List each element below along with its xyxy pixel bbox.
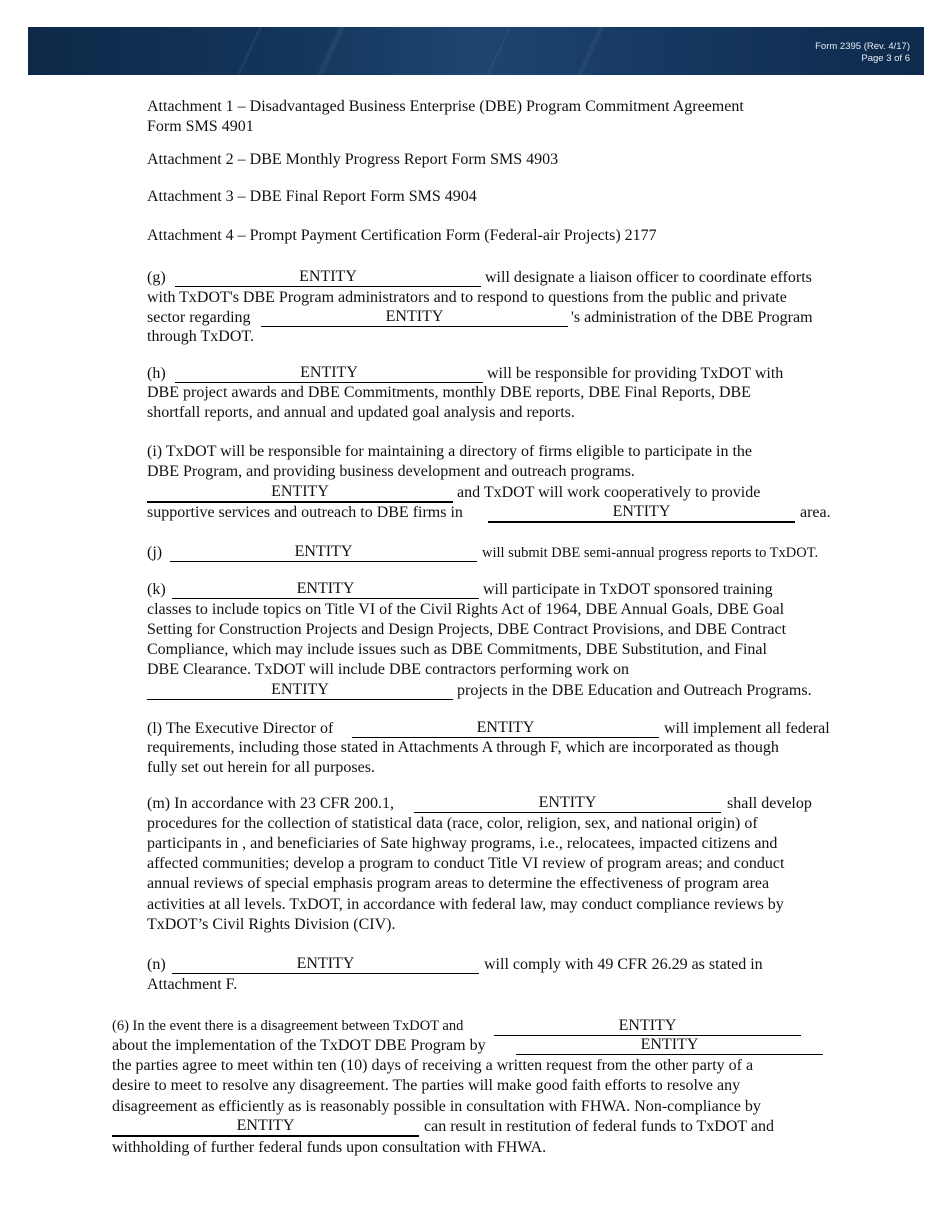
clause-i-text: DBE Program, and providing business development and outreach programs. bbox=[147, 463, 635, 480]
section-6-text: the parties agree to meet within ten (10) days of receiving a written request from the other party of a bbox=[112, 1057, 754, 1074]
clause-l-text: fully set out herein for all purposes. bbox=[147, 759, 375, 776]
clause-g-text: will designate a liaison officer to coordinate efforts bbox=[485, 269, 812, 286]
page-number: Page 3 of 6 bbox=[861, 53, 910, 64]
section-6-text: withholding of further federal funds upon consultation with FHWA. bbox=[112, 1139, 547, 1156]
entity-field[interactable]: ENTITY bbox=[516, 1035, 823, 1055]
section-6-text: about the implementation of the TxDOT DBE Program by bbox=[112, 1037, 486, 1054]
entity-field[interactable]: ENTITY bbox=[147, 680, 453, 700]
clause-i-text: and TxDOT will work cooperatively to provide bbox=[457, 484, 761, 501]
clause-g-text: with TxDOT's DBE Program administrators and to respond to questions from the public and private bbox=[147, 289, 787, 306]
form-info bbox=[815, 41, 910, 65]
banner-texture bbox=[317, 27, 345, 75]
attachment-1-line-2: Form SMS 4901 bbox=[147, 118, 254, 135]
clause-l-text: will implement all federal bbox=[664, 720, 830, 737]
form-number: Form 2395 (Rev. 4/17) bbox=[815, 41, 910, 52]
clause-k-text: classes to include topics on Title VI of the Civil Rights Act of 1964, DBE Annual Goals, DBE Goal bbox=[147, 601, 785, 618]
header-banner bbox=[28, 27, 924, 75]
entity-field[interactable]: ENTITY bbox=[172, 954, 479, 974]
clause-m-text: shall develop bbox=[727, 795, 812, 812]
clause-g-label: (g) bbox=[147, 269, 166, 286]
section-6-text: (6) In the event there is a disagreement between TxDOT and bbox=[112, 1018, 464, 1034]
clause-k-text: Compliance, which may include issues such as DBE Commitments, DBE Substitution, and Final bbox=[147, 641, 767, 658]
entity-field[interactable]: ENTITY bbox=[414, 793, 721, 813]
clause-m-text: activities at all levels. TxDOT, in accordance with federal law, may conduct compliance reviews by bbox=[147, 896, 784, 913]
entity-field[interactable]: ENTITY bbox=[170, 542, 477, 562]
entity-field[interactable]: ENTITY bbox=[175, 267, 481, 287]
entity-field[interactable]: ENTITY bbox=[147, 482, 453, 503]
clause-j-label: (j) bbox=[147, 544, 163, 561]
clause-l-text: (l) The Executive Director of bbox=[147, 720, 334, 737]
clause-g-text: 's administration of the DBE Program bbox=[571, 309, 813, 326]
clause-h-label: (h) bbox=[147, 365, 166, 382]
clause-k-text: will participate in TxDOT sponsored training bbox=[483, 581, 773, 598]
clause-m-text: affected communities; develop a program to conduct Title VI review of program areas; and conduct bbox=[147, 855, 785, 872]
attachment-1-line-1: Attachment 1 – Disadvantaged Business Enterprise (DBE) Program Commitment Agreement bbox=[147, 98, 744, 115]
clause-m-text: participants in , and beneficiaries of Sate highway programs, i.e., relocatees, impacted citizens and bbox=[147, 835, 778, 852]
attachment-2: Attachment 2 – DBE Monthly Progress Report Form SMS 4903 bbox=[147, 151, 559, 168]
entity-field[interactable]: ENTITY bbox=[352, 718, 659, 738]
clause-i-text: supportive services and outreach to DBE firms in bbox=[147, 504, 463, 521]
clause-h-text: will be responsible for providing TxDOT with bbox=[487, 365, 784, 382]
banner-texture bbox=[487, 27, 511, 75]
entity-field[interactable]: ENTITY bbox=[261, 307, 568, 327]
attachment-4: Attachment 4 – Prompt Payment Certification Form (Federal-air Projects) 2177 bbox=[147, 227, 657, 244]
banner-texture bbox=[577, 27, 604, 75]
clause-n-text: Attachment F. bbox=[147, 976, 238, 993]
clause-h-text: DBE project awards and DBE Commitments, monthly DBE reports, DBE Final Reports, DBE bbox=[147, 384, 751, 401]
clause-k-label: (k) bbox=[147, 581, 166, 598]
section-6-text: disagreement as efficiently as is reasonably possible in consultation with FHWA. Non-compliance by bbox=[112, 1098, 761, 1115]
clause-m-text: procedures for the collection of statistical data (race, color, religion, sex, and national origin) of bbox=[147, 815, 758, 832]
clause-m-text: annual reviews of special emphasis program areas to determine the effectiveness of program area bbox=[147, 875, 770, 892]
clause-m-text: (m) In accordance with 23 CFR 200.1, bbox=[147, 795, 395, 812]
clause-h-text: shortfall reports, and annual and updated goal analysis and reports. bbox=[147, 404, 575, 421]
clause-i-text: area. bbox=[800, 504, 831, 521]
section-6-text: can result in restitution of federal funds to TxDOT and bbox=[424, 1118, 774, 1135]
entity-field[interactable]: ENTITY bbox=[172, 579, 479, 599]
entity-field[interactable]: ENTITY bbox=[175, 363, 483, 383]
clause-n-label: (n) bbox=[147, 956, 166, 973]
entity-field[interactable]: ENTITY bbox=[494, 1016, 801, 1036]
clause-l-text: requirements, including those stated in Attachments A through F, which are incorporated as though bbox=[147, 739, 779, 756]
clause-k-text: Setting for Construction Projects and Design Projects, DBE Contract Provisions, and DBE Contract bbox=[147, 621, 787, 638]
clause-g-text: sector regarding bbox=[147, 309, 251, 326]
attachment-3: Attachment 3 – DBE Final Report Form SMS 4904 bbox=[147, 188, 477, 205]
clause-i-text: (i) TxDOT will be responsible for maintaining a directory of firms eligible to participate in the bbox=[147, 443, 753, 460]
clause-g-text: through TxDOT. bbox=[147, 328, 254, 345]
entity-field[interactable]: ENTITY bbox=[488, 502, 795, 523]
clause-k-text: projects in the DBE Education and Outreach Programs. bbox=[457, 682, 812, 699]
banner-texture bbox=[237, 27, 262, 75]
entity-field[interactable]: ENTITY bbox=[112, 1116, 419, 1137]
clause-n-text: will comply with 49 CFR 26.29 as stated in bbox=[484, 956, 763, 973]
clause-j-text: will submit DBE semi-annual progress reports to TxDOT. bbox=[482, 545, 819, 561]
section-6-text: desire to meet to resolve any disagreement. The parties will make good faith efforts to resolve any bbox=[112, 1077, 741, 1094]
clause-k-text: DBE Clearance. TxDOT will include DBE contractors performing work on bbox=[147, 661, 629, 678]
clause-m-text: TxDOT’s Civil Rights Division (CIV). bbox=[147, 916, 396, 933]
